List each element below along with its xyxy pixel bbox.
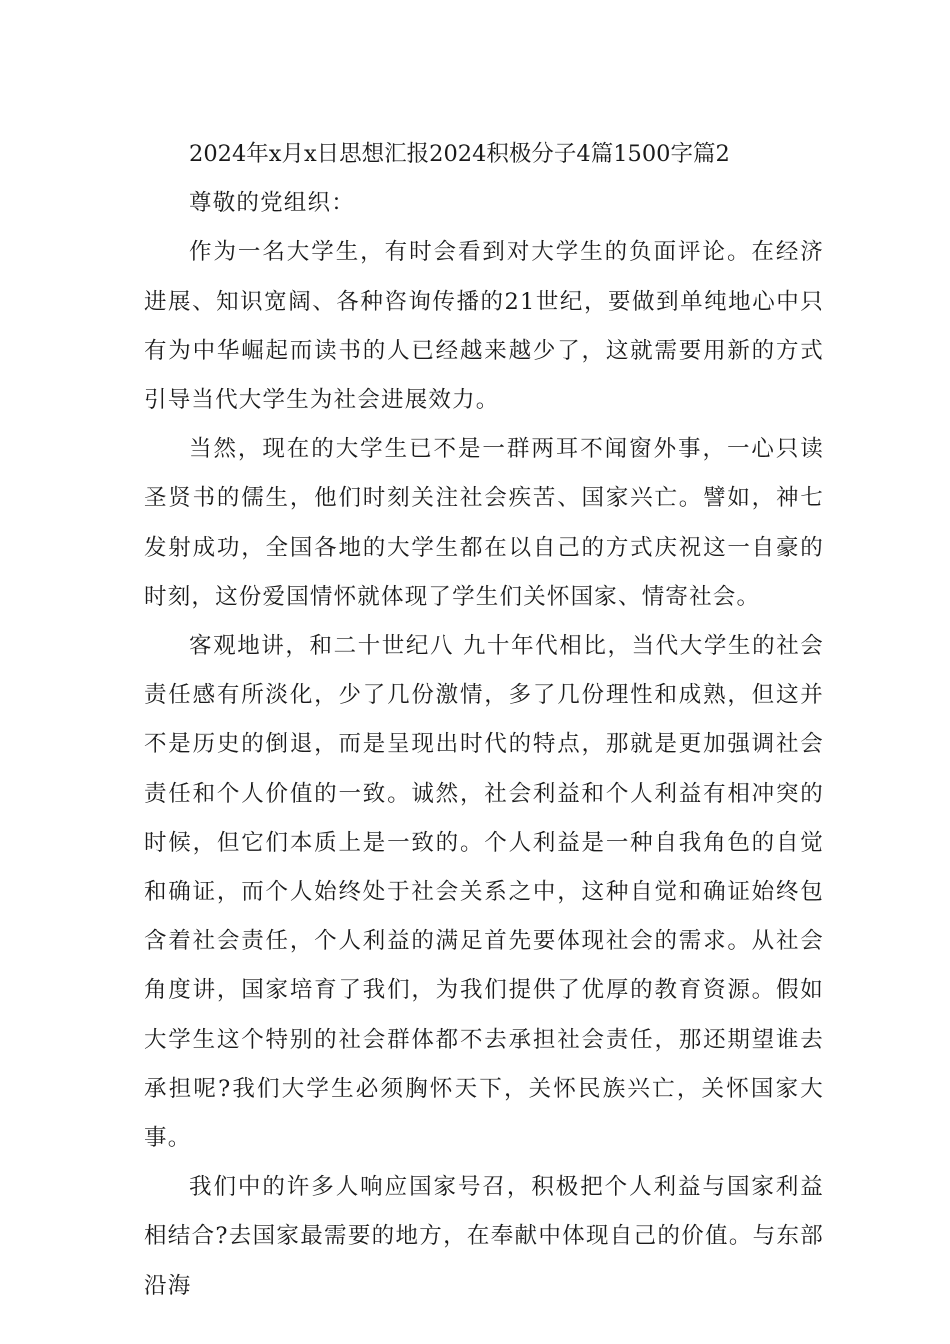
paragraph-2: 当然，现在的大学生已不是一群两耳不闻窗外事，一心只读圣贤书的儒生，他们时刻关注社会疾苦、国家兴亡。譬如，神七发射成功，全国各地的大学生都在以自己的方式庆祝这一自豪的时刻，这份爱国情怀就体现了学生们关怀国家、情寄社会。	[144, 436, 824, 610]
paragraph-4: 我们中的许多人响应国家号召，积极把个人利益与国家利益相结合?去国家最需要的地方，在奉献中体现自己的价值。与东部沿海	[144, 1174, 824, 1299]
salutation: 尊敬的党组织：	[189, 190, 355, 217]
paragraph-1: 作为一名大学生，有时会看到对大学生的负面评论。在经济进展、知识宽阔、各种咨询传播的21世纪，要做到单纯地心中只有为中华崛起而读书的人已经越来越少了，这就需要用新的方式引导当代大学生为社会进展效力。	[144, 239, 824, 414]
document-title: 2024年x月x日思想汇报2024积极分子4篇1500字篇2	[189, 141, 730, 167]
paragraph-3: 客观地讲，和二十世纪八 九十年代相比，当代大学生的社会责任感有所淡化，少了几份激情，多了几份理性和成熟，但这并不是历史的倒退，而是呈现出时代的特点，那就是更加强调社会责任和个人价值的一致。诚然，社会利益和个人利益有相冲突的时候，但它们本质上是一致的。个人利益是一种自我角色的自觉和确证，而个人始终处于社会关系之中，这种自觉和确证始终包含着社会责任，个人利益的满足首先要体现社会的需求。从社会角度讲，国家培育了我们，为我们提供了优厚的教育资源。假如大学生这个特别的社会群体都不去承担社会责任，那还期望谁去承担呢?我们大学生必须胸怀天下，关怀民族兴亡，关怀国家大事。	[144, 633, 824, 1152]
document-body	[144, 130, 824, 1311]
